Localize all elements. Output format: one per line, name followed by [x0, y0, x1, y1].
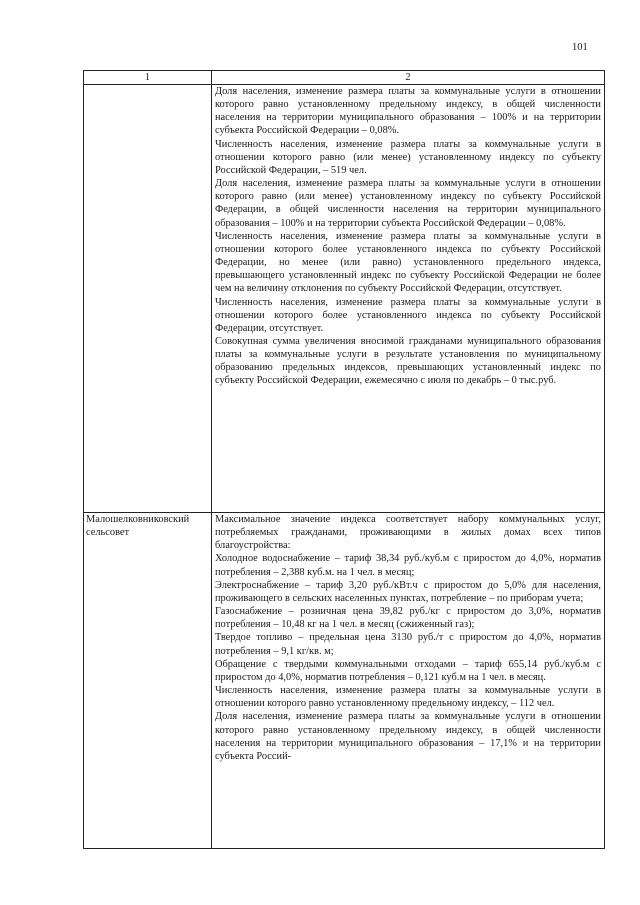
document-table — [83, 70, 605, 849]
paragraph: Численность населения, изменение размера платы за коммунальные услуги в отношении которого более установленного индекса по субъекту Российской Федерации, но менее (или равно) установленного предельного индекса, превышающего установленный индекс по субъекту Российской Федерации не более чем на величину отклонения по субъекту Российской Федерации, отсутствует. — [215, 230, 601, 295]
paragraph: Обращение с твердыми коммунальными отходами – тариф 655,14 руб./куб.м с приростом до 4,0%, норматив потребления – 0,121 куб.м на 1 чел. в месяц. — [215, 658, 601, 683]
paragraph: Газоснабжение – розничная цена 39,82 руб./кг с приростом до 3,0%, норматив потребления – 10,48 кг на 1 чел. в месяц (сжиженный газ); — [215, 606, 601, 631]
paragraph: Численность населения, изменение размера платы за коммунальные услуги в отношении которого более установленного индекса по субъекту Российской Федерации, отсутствует. — [215, 296, 601, 334]
column-header-2: 2 — [212, 71, 605, 85]
paragraph: Электроснабжение – тариф 3,20 руб./кВт.ч с приростом до 5,0% для населения, проживающего в сельских населенных пунктах, потребление – по приборам учета; — [215, 579, 601, 604]
row-content — [212, 513, 605, 849]
table-row — [84, 513, 605, 849]
column-header-1: 1 — [84, 71, 212, 85]
page-number: 101 — [572, 42, 588, 53]
row-label — [84, 85, 212, 513]
table-header-row — [84, 71, 605, 85]
paragraph: Численность населения, изменение размера платы за коммунальные услуги в отношении которого равно (или менее) установленному индексу по субъекту Российской Федерации, – 519 чел. — [215, 138, 601, 176]
paragraph: Доля населения, изменение размера платы за коммунальные услуги в отношении которого равно (или менее) установленному индексу по субъекту Российской Федерации, в общей численности населения на территории муниципального образования – 100% и на территории субъекта Российской Федерации – 0,08%. — [215, 178, 601, 229]
table-row — [84, 85, 605, 513]
row-label: Малошелковниковский сельсовет — [84, 513, 212, 849]
paragraph: Холодное водоснабжение – тариф 38,34 руб./куб.м с приростом до 4,0%, норматив потребления – 2,388 куб.м. на 1 чел. в месяц; — [215, 553, 601, 578]
paragraph: Твердое топливо – предельная цена 3130 руб./т с приростом до 4,0%, норматив потребления – 9,1 кг/кв. м; — [215, 632, 601, 657]
paragraph: Численность населения, изменение размера платы за коммунальные услуги в отношении которого равно установленному предельному индексу, – 112 чел. — [215, 685, 601, 710]
row-content — [212, 85, 605, 513]
paragraph: Совокупная сумма увеличения вносимой гражданами муниципального образования платы за коммунальные услуги в результате установления по муниципальному образованию предельных индексов, превышающих установленный индекс по субъекту Российской Федерации, ежемесячно с июля по декабрь – 0 тыс.руб. — [215, 335, 601, 387]
paragraph: Доля населения, изменение размера платы за коммунальные услуги в отношении которого равно установленному предельному индексу, в общей численности населения на территории муниципального образования – 100% и на территории субъекта Российской Федерации – 0,08%. — [215, 86, 601, 137]
paragraph: Максимальное значение индекса соответствует набору коммунальных услуг, потребляемых гражданами, проживающими в жилых домах всех типов благоустройства: — [215, 514, 601, 552]
paragraph: Доля населения, изменение размера платы за коммунальные услуги в отношении которого равно установленному предельному индексу, в общей численности населения на территории муниципального образования – 17,1% и на территории субъекта Россий- — [215, 711, 601, 762]
